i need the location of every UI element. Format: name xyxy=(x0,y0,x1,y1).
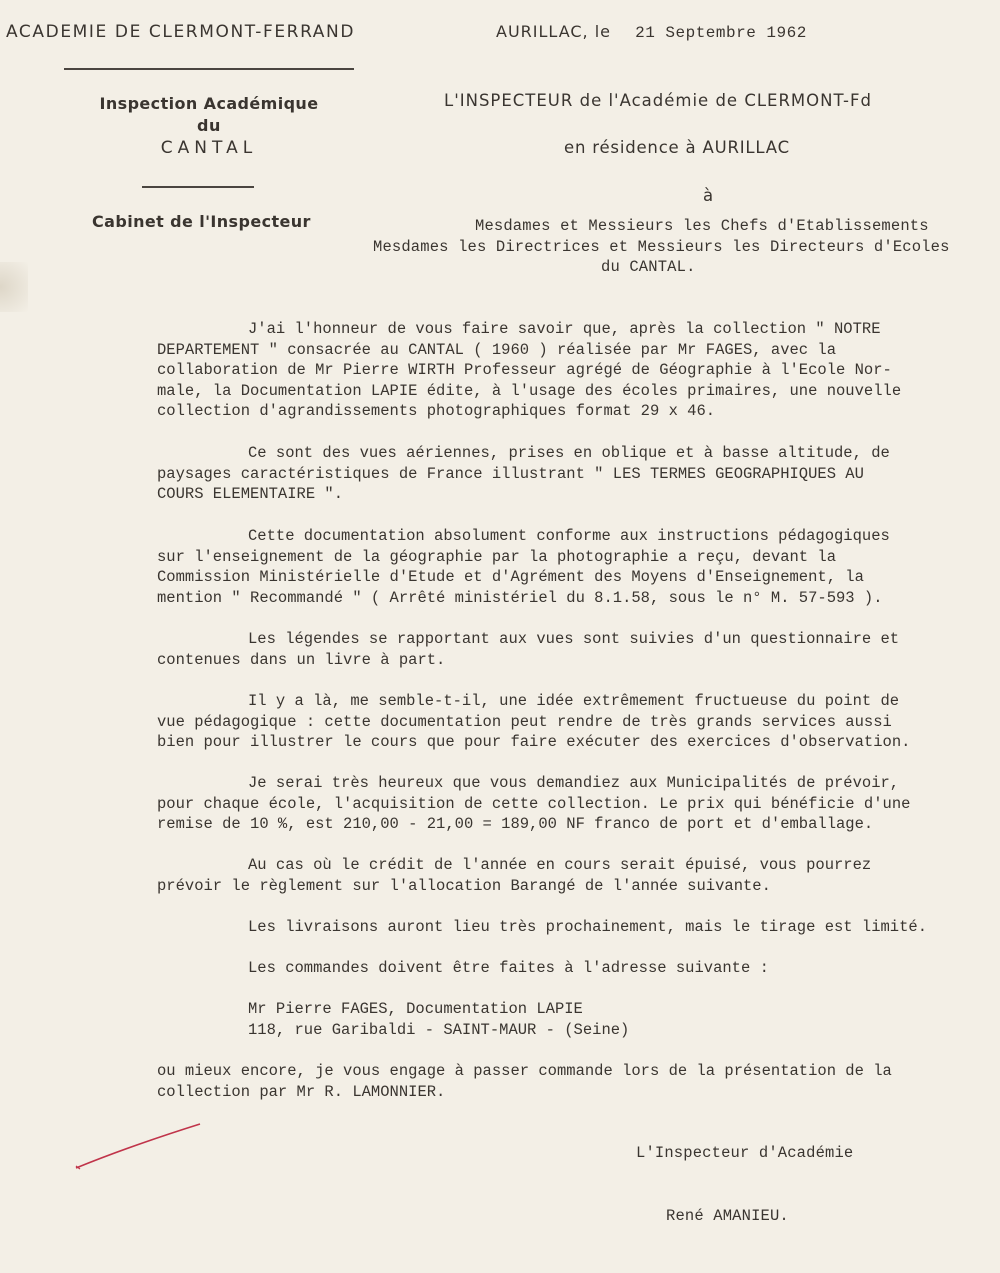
left-rule xyxy=(142,186,254,188)
sender-residence: en résidence à AURILLAC xyxy=(564,138,790,157)
body-line: collection d'agrandissements photographiques format 29 x 46. xyxy=(157,402,716,421)
red-pencil-mark xyxy=(70,1118,210,1174)
body-line: prévoir le règlement sur l'allocation Barangé de l'année suivante. xyxy=(157,876,771,895)
body-line: paysages caractéristiques de France illustrant " LES TERMES GEOGRAPHIQUES AU xyxy=(157,464,864,483)
address-line: Mr Pierre FAGES, Documentation LAPIE xyxy=(248,1000,583,1018)
sender-title: L'INSPECTEUR de l'Académie de CLERMONT-Fd xyxy=(444,91,872,110)
place-label: AURILLAC, le xyxy=(496,22,611,41)
body-line: Au cas où le crédit de l'année en cours serait épuisé, vous pourrez xyxy=(248,856,872,874)
closing-paragraph xyxy=(157,1061,987,1102)
body-line: ou mieux encore, je vous engage à passer commande lors de la présentation de la xyxy=(157,1062,892,1080)
paragraph-6 xyxy=(157,773,987,835)
recipient-to: à xyxy=(703,186,714,205)
academy-header: ACADEMIE DE CLERMONT-FERRAND xyxy=(6,22,356,42)
header-rule xyxy=(64,68,354,70)
place-date xyxy=(496,22,807,42)
body-line: Je serai très heureux que vous demandiez aux Municipalités de prévoir, xyxy=(248,774,900,792)
body-line: pour chaque école, l'acquisition de cette collection. Le prix qui bénéficie d'une xyxy=(157,794,911,813)
body-line: collection par Mr R. LAMONNIER. xyxy=(157,1082,446,1101)
inspection-block xyxy=(84,94,334,158)
du-line: du xyxy=(196,116,222,135)
body-line: Commission Ministérielle d'Etude et d'Agrément des Moyens d'Enseignement, la xyxy=(157,568,864,587)
paragraph-3 xyxy=(157,526,987,608)
body-line: collaboration de Mr Pierre WIRTH Professeur agrégé de Géographie à l'Ecole Nor- xyxy=(157,361,892,380)
paper-stain xyxy=(0,262,28,312)
body-line: J'ai l'honneur de vous faire savoir que, après la collection " NOTRE xyxy=(248,320,881,338)
cantal-line: CANTAL xyxy=(160,138,258,158)
paragraph-9 xyxy=(157,958,987,979)
body-line: DEPARTEMENT " consacrée au CANTAL ( 1960 ) réalisée par Mr FAGES, avec la xyxy=(157,340,837,359)
paragraph-1 xyxy=(157,319,987,422)
body-line: Il y a là, me semble-t-il, une idée extrêmement fructueuse du point de xyxy=(248,692,900,710)
body-line: Cette documentation absolument conforme aux instructions pédagogiques xyxy=(248,527,890,545)
body-line: remise de 10 %, est 210,00 - 21,00 = 189,00 NF franco de port et d'emballage. xyxy=(157,815,874,834)
order-address xyxy=(157,999,987,1040)
body-line: COURS ELEMENTAIRE ". xyxy=(157,485,344,504)
signature-title: L'Inspecteur d'Académie xyxy=(636,1144,854,1162)
body-line: bien pour illustrer le cours que pour faire exécuter des exercices d'observation. xyxy=(157,733,911,752)
body-line: Ce sont des vues aériennes, prises en oblique et à basse altitude, de xyxy=(248,444,890,462)
letter-date: 21 Septembre 1962 xyxy=(635,24,807,42)
paragraph-2 xyxy=(157,443,987,505)
body-line: vue pédagogique : cette documentation peut rendre de très grands services aussi xyxy=(157,712,892,731)
body-line: mention " Recommandé " ( Arrêté ministériel du 8.1.58, sous le n° M. 57-593 ). xyxy=(157,588,883,607)
paragraph-5 xyxy=(157,691,987,753)
recipient-line-1: Mesdames et Messieurs les Chefs d'Etablissements xyxy=(475,217,929,235)
body-line: Les commandes doivent être faites à l'adresse suivante : xyxy=(248,959,769,977)
body-line: Les légendes se rapportant aux vues sont suivies d'un questionnaire et xyxy=(248,630,900,648)
recipient-line-3: du CANTAL. xyxy=(601,258,696,276)
paragraph-8 xyxy=(157,917,987,938)
cabinet-label: Cabinet de l'Inspecteur xyxy=(92,212,311,231)
paragraph-7 xyxy=(157,855,987,896)
inspection-line: Inspection Académique xyxy=(99,94,319,113)
body-line: sur l'enseignement de la géographie par la photographie a reçu, devant la xyxy=(157,547,837,566)
body-line: Les livraisons auront lieu très prochainement, mais le tirage est limité. xyxy=(248,918,928,936)
signature-name: René AMANIEU. xyxy=(666,1207,789,1225)
address-line: 118, rue Garibaldi - SAINT-MAUR - (Seine) xyxy=(248,1020,630,1039)
body-line: male, la Documentation LAPIE édite, à l'usage des écoles primaires, une nouvelle xyxy=(157,381,902,400)
recipient-line-2: Mesdames les Directrices et Messieurs les Directeurs d'Ecoles xyxy=(373,238,950,256)
paragraph-4 xyxy=(157,629,987,670)
body-line: contenues dans un livre à part. xyxy=(157,650,446,669)
